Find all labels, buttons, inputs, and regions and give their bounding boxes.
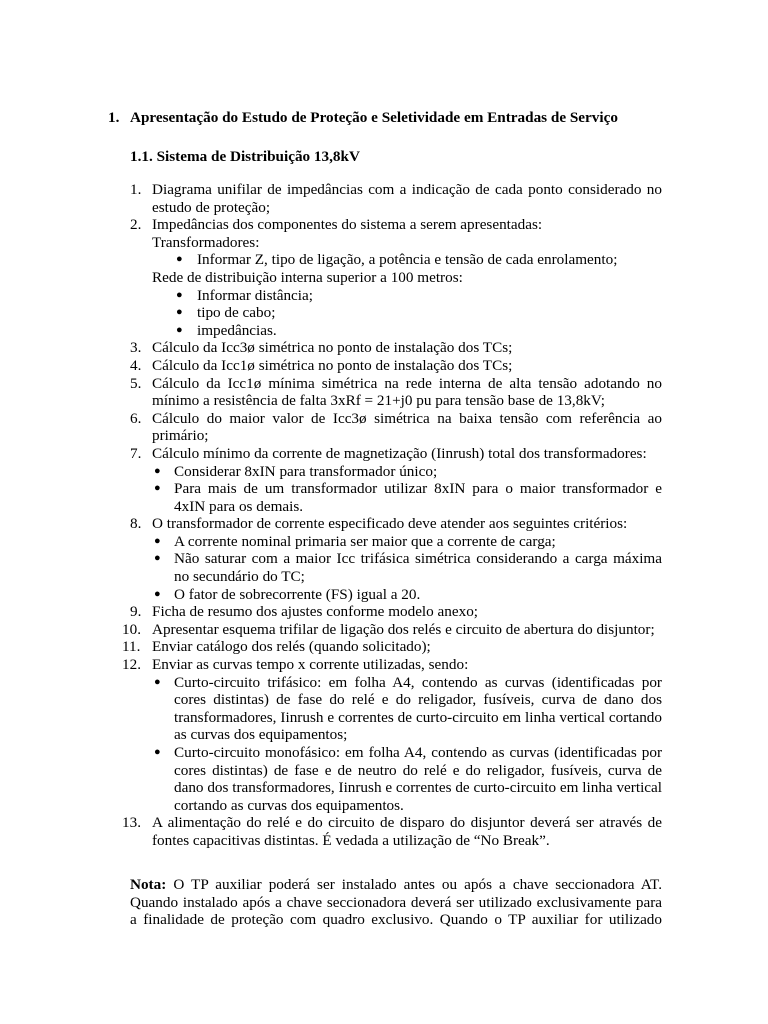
section-heading — [108, 109, 618, 127]
item-text: O transformador de corrente especificado deve atender aos seguintes critérios: — [152, 515, 628, 533]
item-number: 1. — [130, 181, 142, 198]
transformadores-label: Transformadores: — [152, 233, 260, 251]
bullet-list — [152, 533, 662, 603]
bullet-list — [152, 463, 662, 516]
bullet-item: ● Informar Z, tipo de ligação, a potência e tensão de cada enrolamento; — [152, 251, 662, 269]
item-number: 3. — [130, 339, 142, 357]
item-number: 13. — [122, 814, 141, 832]
item-text: Diagrama unifilar de impedâncias com a indicação de cada ponto considerado no estudo de proteção; — [152, 181, 662, 216]
item-text: Impedâncias dos componentes do sistema a serem apresentadas: — [152, 216, 543, 234]
item-number: 6. — [130, 409, 142, 427]
item-text: Ficha de resumo dos ajustes conforme modelo anexo; — [152, 603, 479, 621]
item-number: 8. — [130, 515, 142, 533]
item-text: Enviar catálogo dos relés (quando solicitado); — [152, 638, 431, 656]
bullet-list — [152, 287, 662, 340]
list-item — [130, 181, 662, 216]
item-text: Enviar as curvas tempo x corrente utilizadas, sendo: — [152, 656, 469, 674]
list-item — [130, 216, 662, 339]
bullet-item: ● impedâncias. — [152, 322, 662, 340]
list-item — [122, 814, 662, 849]
list-item — [130, 357, 662, 375]
list-item — [130, 339, 662, 357]
bullet-item: ● Curto-circuito monofásico: em folha A4, contendo as curvas (identificadas por cores distintas) de fase e de neutro do relé e do religador, fusíveis, curva de dano dos transformadores, Iinrush e correntes de curto-circuito em linha vertical cortando as curvas dos equipamentos. — [152, 744, 662, 814]
item-number: 11. — [122, 638, 141, 656]
bullet-item: ● Curto-circuito trifásico: em folha A4, contendo as curvas (identificadas por cores distintas) de fase do relé e do religador, fusíveis, curva de dano dos transformadores, Iinrush e correntes de curto-circuito em linha vertical cortando as curvas dos equipamentos; — [152, 674, 662, 744]
bullet-item: ● Não saturar com a maior Icc trifásica simétrica considerando a carga máxima no secundário do TC; — [152, 550, 662, 585]
item-text: Apresentar esquema trifilar de ligação dos relés e circuito de abertura do disjuntor; — [152, 620, 655, 638]
section-number: 1. — [108, 109, 120, 126]
item-text: Cálculo da Icc1ø mínima simétrica na rede interna de alta tensão adotando no mínimo a resistência de falta 3xRf = 21+j0 pu para tensão base de 13,8kV; — [152, 374, 662, 410]
item-text: Cálculo do maior valor de Icc3ø simétrica na baixa tensão com referência ao primário; — [152, 409, 662, 445]
bullet-list — [152, 251, 662, 269]
item-text: Cálculo mínimo da corrente de magnetização (Iinrush) total dos transformadores: — [152, 444, 647, 462]
item-number: 7. — [130, 444, 142, 462]
item-number: 10. — [122, 620, 141, 638]
rede-label: Rede de distribuição interna superior a 100 metros: — [152, 268, 463, 286]
bullet-item: ● tipo de cabo; — [152, 304, 662, 322]
list-item — [130, 410, 662, 445]
item-text: Cálculo da Icc3ø simétrica no ponto de instalação dos TCs; — [152, 339, 513, 357]
list-item — [122, 620, 662, 639]
list-item — [130, 445, 662, 515]
list-item — [122, 638, 662, 656]
item-number: 2. — [130, 216, 142, 234]
list-item — [130, 515, 662, 603]
list-item — [130, 603, 662, 621]
item-text: A alimentação do relé e do circuito de disparo do disjuntor deverá ser através de fontes capacitivas distintas. É vedada a utilização de “No Break”. — [152, 814, 662, 849]
bullet-item: ● O fator de sobrecorrente (FS) igual a 20. — [152, 586, 662, 604]
list-item — [122, 656, 662, 814]
item-number: 5. — [130, 374, 142, 392]
bullet-list — [152, 674, 662, 815]
note-text: O TP auxiliar poderá ser instalado antes ou após a chave seccionadora AT. Quando instalado após a chave seccionadora deverá ser utilizado exclusivamente para a finalidade de proteção com quadro exclusivo. Quando o TP auxiliar for utilizado — [130, 876, 662, 929]
item-number: 9. — [130, 603, 142, 621]
note-paragraph — [130, 876, 662, 929]
bullet-item: ● Para mais de um transformador utilizar 8xIN para o maior transformador e 4xIN para os demais. — [152, 480, 662, 515]
item-number: 12. — [122, 656, 141, 674]
bullet-item: ● A corrente nominal primaria ser maior que a corrente de carga; — [152, 533, 662, 551]
list-item — [130, 375, 662, 410]
item-text: Cálculo da Icc1ø simétrica no ponto de instalação dos TCs; — [152, 356, 513, 374]
requirements-list — [122, 181, 662, 850]
subsection-heading: 1.1. Sistema de Distribuição 13,8kV — [130, 148, 360, 165]
bullet-item: ● Considerar 8xIN para transformador único; — [152, 463, 662, 481]
section-title: Apresentação do Estudo de Proteção e Seletividade em Entradas de Serviço — [130, 109, 618, 126]
item-number: 4. — [130, 356, 142, 374]
bullet-item: ● Informar distância; — [152, 287, 662, 305]
note-label: Nota: — [130, 876, 167, 893]
